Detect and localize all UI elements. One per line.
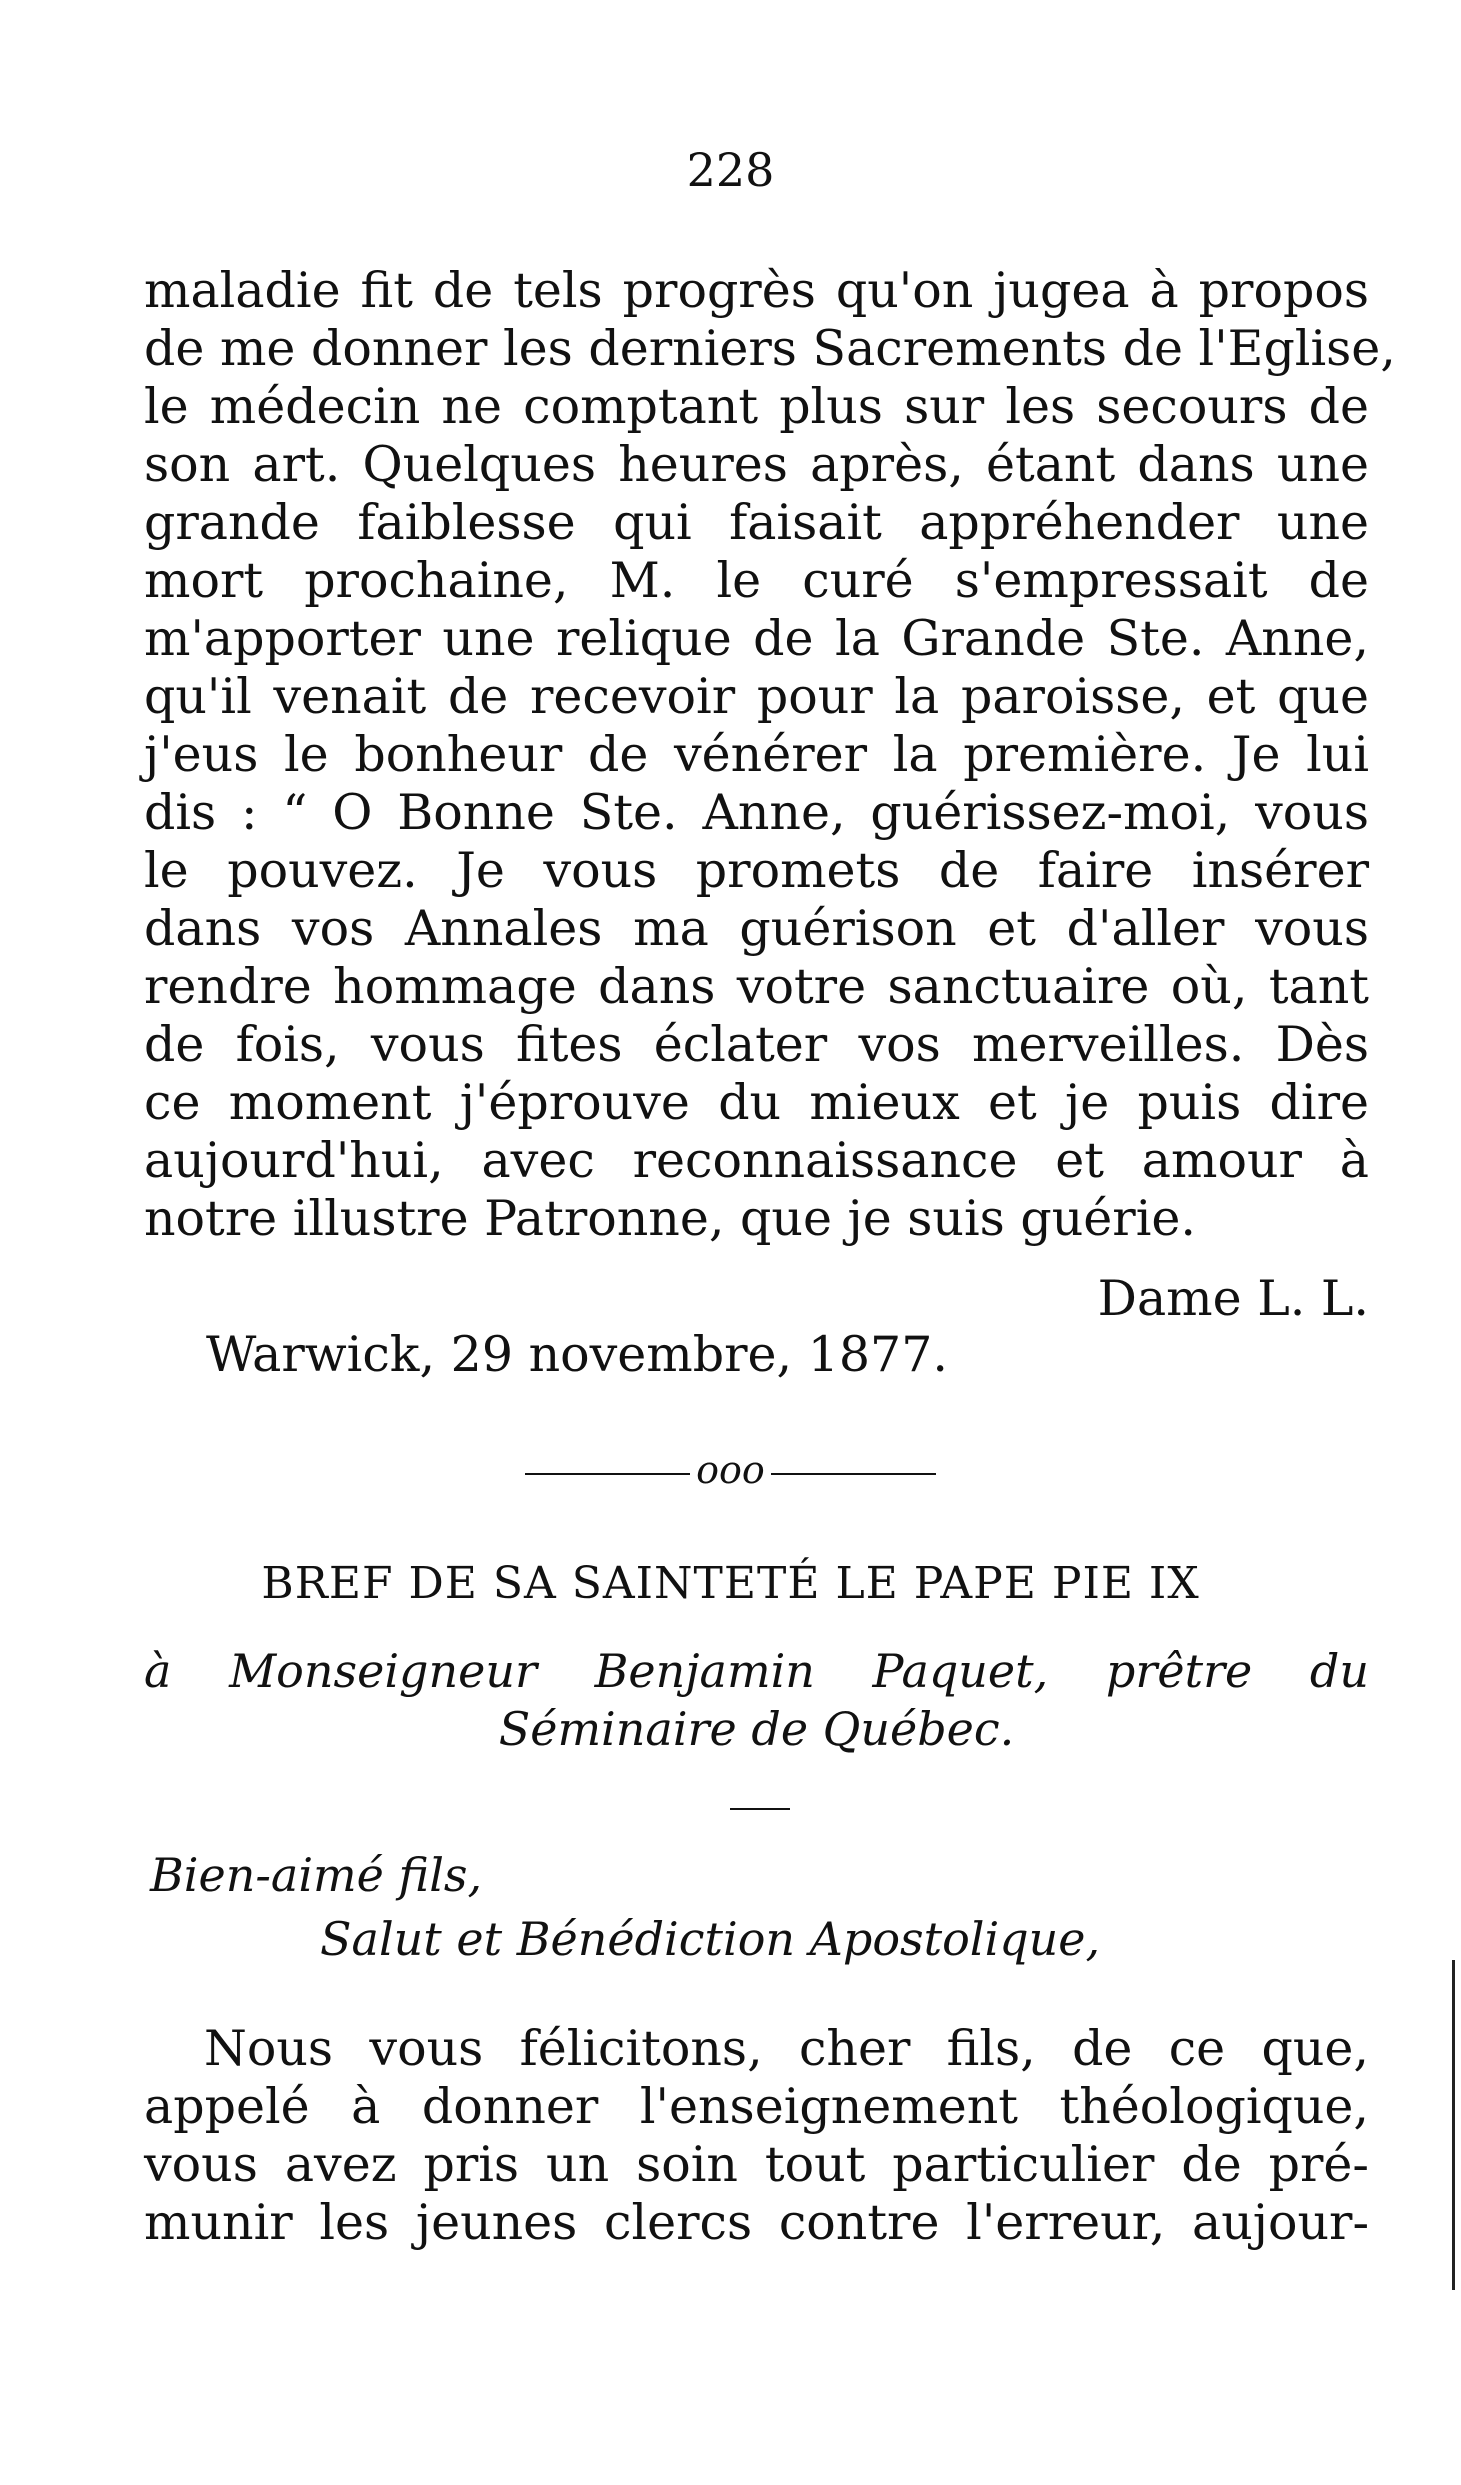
dedication-line: à Monseigneur Benjamin Paquet, prêtre du [144,1644,1369,1698]
text-line: le pouvez. Je vous promets de faire insérer [144,842,1369,899]
dedication [144,1642,1369,1758]
text-line: munir les jeunes clercs contre l'erreur, aujour- [144,2194,1369,2251]
text-line: dis : “ O Bonne Ste. Anne, guérissez-moi, vous [144,784,1369,841]
signature: Dame L. L. [1097,1270,1369,1327]
page-number: 228 [686,143,775,197]
text-line: qu'il venait de recevoir pour la paroisse, et que [144,668,1369,725]
page-edge-mark [1452,1960,1455,2290]
text-line: de me donner les derniers Sacrements de l'Eglise, [144,320,1396,377]
text-line: son art. Quelques heures après, étant dans une [144,436,1369,493]
section-separator [0,1445,1461,1495]
text-line: maladie fit de tels progrès qu'on jugea à propos [144,262,1369,319]
salutation: Salut et Bénédiction Apostolique, [320,1912,1101,1966]
testimony-paragraph [144,262,1396,1248]
text-line: de fois, vous fites éclater vos merveilles. Dès [144,1016,1369,1073]
letter-paragraph [144,2020,1369,2252]
text-line: m'apporter une relique de la Grande Ste. Anne, [144,610,1369,667]
text-line: appelé à donner l'enseignement théologique, [144,2078,1369,2135]
text-line: j'eus le bonheur de vénérer la première. Je lui [144,726,1369,783]
text-line: vous avez pris un soin tout particulier de pré- [144,2136,1369,2193]
separator-rule-right [771,1473,936,1475]
text-line: Nous vous félicitons, cher fils, de ce que, [204,2020,1369,2077]
place-date: Warwick, 29 novembre, 1877. [206,1326,948,1383]
greeting: Bien-aimé fils, [150,1848,483,1902]
text-line: ce moment j'éprouve du mieux et je puis dire [144,1074,1369,1131]
text-line: le médecin ne comptant plus sur les secours de [144,378,1369,435]
dedication-line: Séminaire de Québec. [498,1702,1015,1756]
separator-rule-left [525,1473,690,1475]
text-line: rendre hommage dans votre sanctuaire où, tant [144,958,1369,1015]
text-line: grande faiblesse qui faisait appréhender une [144,494,1369,551]
text-line: dans vos Annales ma guérison et d'aller vous [144,900,1369,957]
short-divider [730,1808,790,1810]
separator-text: ooo [696,1448,765,1492]
text-line: mort prochaine, M. le curé s'empressait de [144,552,1369,609]
text-line: aujourd'hui, avec reconnaissance et amour à [144,1132,1369,1189]
text-line: notre illustre Patronne, que je suis guérie. [144,1190,1196,1247]
section-heading: BREF DE SA SAINTETÉ LE PAPE PIE IX [261,1558,1200,1609]
